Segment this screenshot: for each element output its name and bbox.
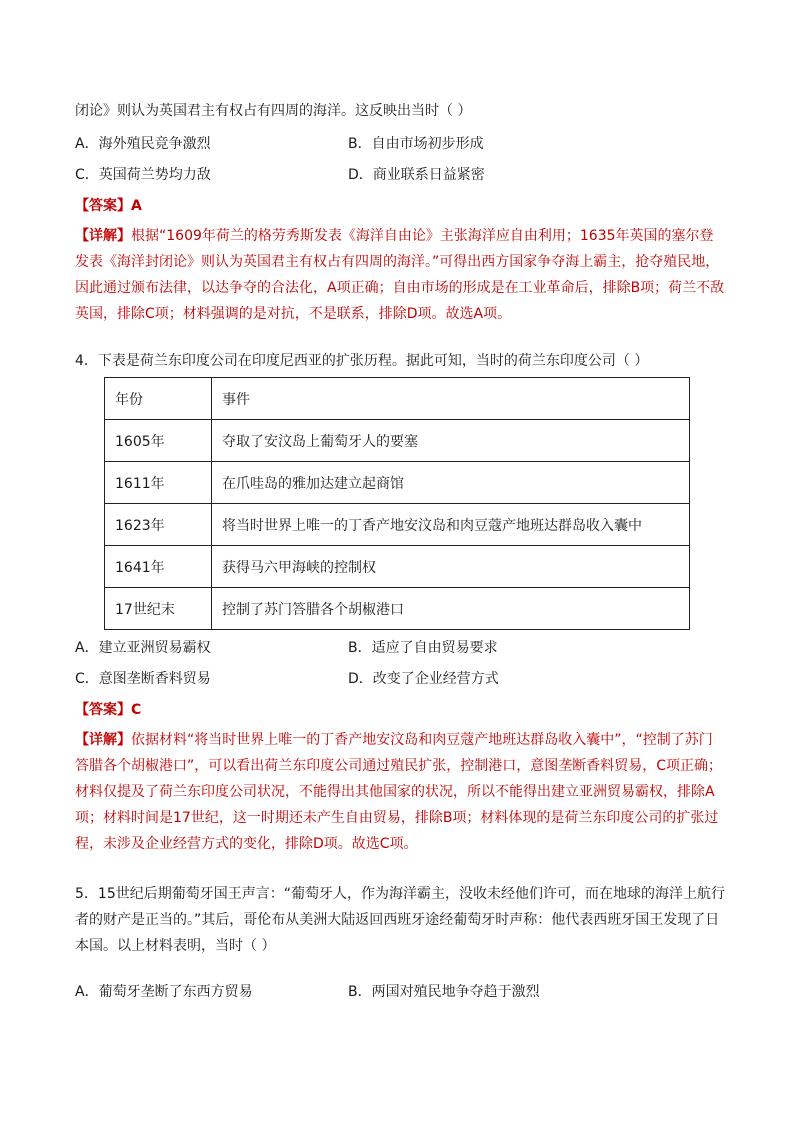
table-row	[105, 504, 690, 546]
header-year: 年份	[105, 378, 212, 420]
detail-text: 依据材料“将当时世界上唯一的丁香产地安汶岛和肉豆蔻产地班达群岛收入囊中”，“控制了苏门答腊各个胡椒港口”，可以看出荷兰东印度公司通过殖民扩张，控制港口，意图垄断香料贸易，C项正确；材料仅提及了荷兰东印度公司状况，不能得出其他国家的状况，所以不能得出建立亚洲贸易霸权，排除A项；材料时间是17世纪，这一时期还未产生自由贸易，排除B项；材料体现的是荷兰东印度公司的扩张过程，未涉及企业经营方式的变化，排除D项。故选C项。	[75, 732, 723, 852]
q4-table	[104, 377, 690, 630]
table-row	[105, 420, 690, 462]
q4-detail	[75, 727, 725, 857]
q3-detail	[75, 223, 725, 327]
header-event: 事件	[212, 378, 690, 420]
detail-text: 根据“1609年荷兰的格劳秀斯发表《海洋自由论》主张海洋应自由利用；1635年英国的塞尔登发表《海洋封闭论》则认为英国君主有权占有四周的海洋。”可得出西方国家争夺海上霸主，抢夺殖民地，因此通过颁布法律，以达争夺的合法化，A项正确；自由市场的形成是在工业革命后，排除B项；荷兰不敌英国，排除C项；材料强调的是对抗，不是联系，排除D项。故选A项。	[75, 228, 725, 322]
answer-value: A	[131, 198, 142, 214]
q3-stem: 闭论》则认为英国君主有权占有四周的海洋。这反映出当时（ ）	[75, 103, 472, 119]
cell-event: 在爪哇岛的雅加达建立起商馆	[212, 462, 690, 504]
q4-answer	[75, 700, 141, 720]
q5-option-b: B．两国对殖民地争夺趋于激烈	[348, 984, 540, 1000]
q5-option-a: A．葡萄牙垄断了东西方贸易	[75, 984, 253, 1000]
cell-year: 1611年	[105, 462, 212, 504]
answer-tag: 【答案】	[75, 702, 131, 718]
cell-event: 控制了苏门答腊各个胡椒港口	[212, 588, 690, 630]
q3-option-a: A．海外殖民竞争激烈	[75, 136, 211, 152]
q4-option-a: A．建立亚洲贸易霸权	[75, 640, 211, 656]
q4-option-d: D．改变了企业经营方式	[348, 671, 499, 687]
cell-year: 1641年	[105, 546, 212, 588]
cell-event: 夺取了安汶岛上葡萄牙人的要塞	[212, 420, 690, 462]
answer-value: C	[131, 702, 142, 718]
table-row	[105, 546, 690, 588]
cell-event: 获得马六甲海峡的控制权	[212, 546, 690, 588]
cell-year: 17世纪末	[105, 588, 212, 630]
detail-tag: 【详解】	[75, 732, 131, 748]
table-row	[105, 588, 690, 630]
q3-option-c: C．英国荷兰势均力敌	[75, 167, 211, 183]
cell-year: 1605年	[105, 420, 212, 462]
q3-answer	[75, 196, 142, 216]
cell-event: 将当时世界上唯一的丁香产地安汶岛和肉豆蔻产地班达群岛收入囊中	[212, 504, 690, 546]
table-row	[105, 462, 690, 504]
answer-tag: 【答案】	[75, 198, 131, 214]
q4-option-b: B．适应了自由贸易要求	[348, 640, 498, 656]
q5-stem: 5．15世纪后期葡萄牙国王声言：“葡萄牙人，作为海洋霸主，没收未经他们许可，而在地球的海洋上航行者的财产是正当的。”其后，哥伦布从美洲大陆返回西班牙途经葡萄牙时声称：他代表西班牙国王发现了日本国。以上材料表明，当时（ ）	[75, 886, 725, 954]
q3-option-d: D．商业联系日益紧密	[348, 167, 485, 183]
q4-stem: 4．下表是荷兰东印度公司在印度尼西亚的扩张历程。据此可知，当时的荷兰东印度公司（ ）	[75, 353, 649, 369]
q3-option-b: B．自由市场初步形成	[348, 136, 484, 152]
q4-option-c: C．意图垄断香料贸易	[75, 671, 211, 687]
cell-year: 1623年	[105, 504, 212, 546]
detail-tag: 【详解】	[75, 228, 131, 244]
table-header-row	[105, 378, 690, 420]
